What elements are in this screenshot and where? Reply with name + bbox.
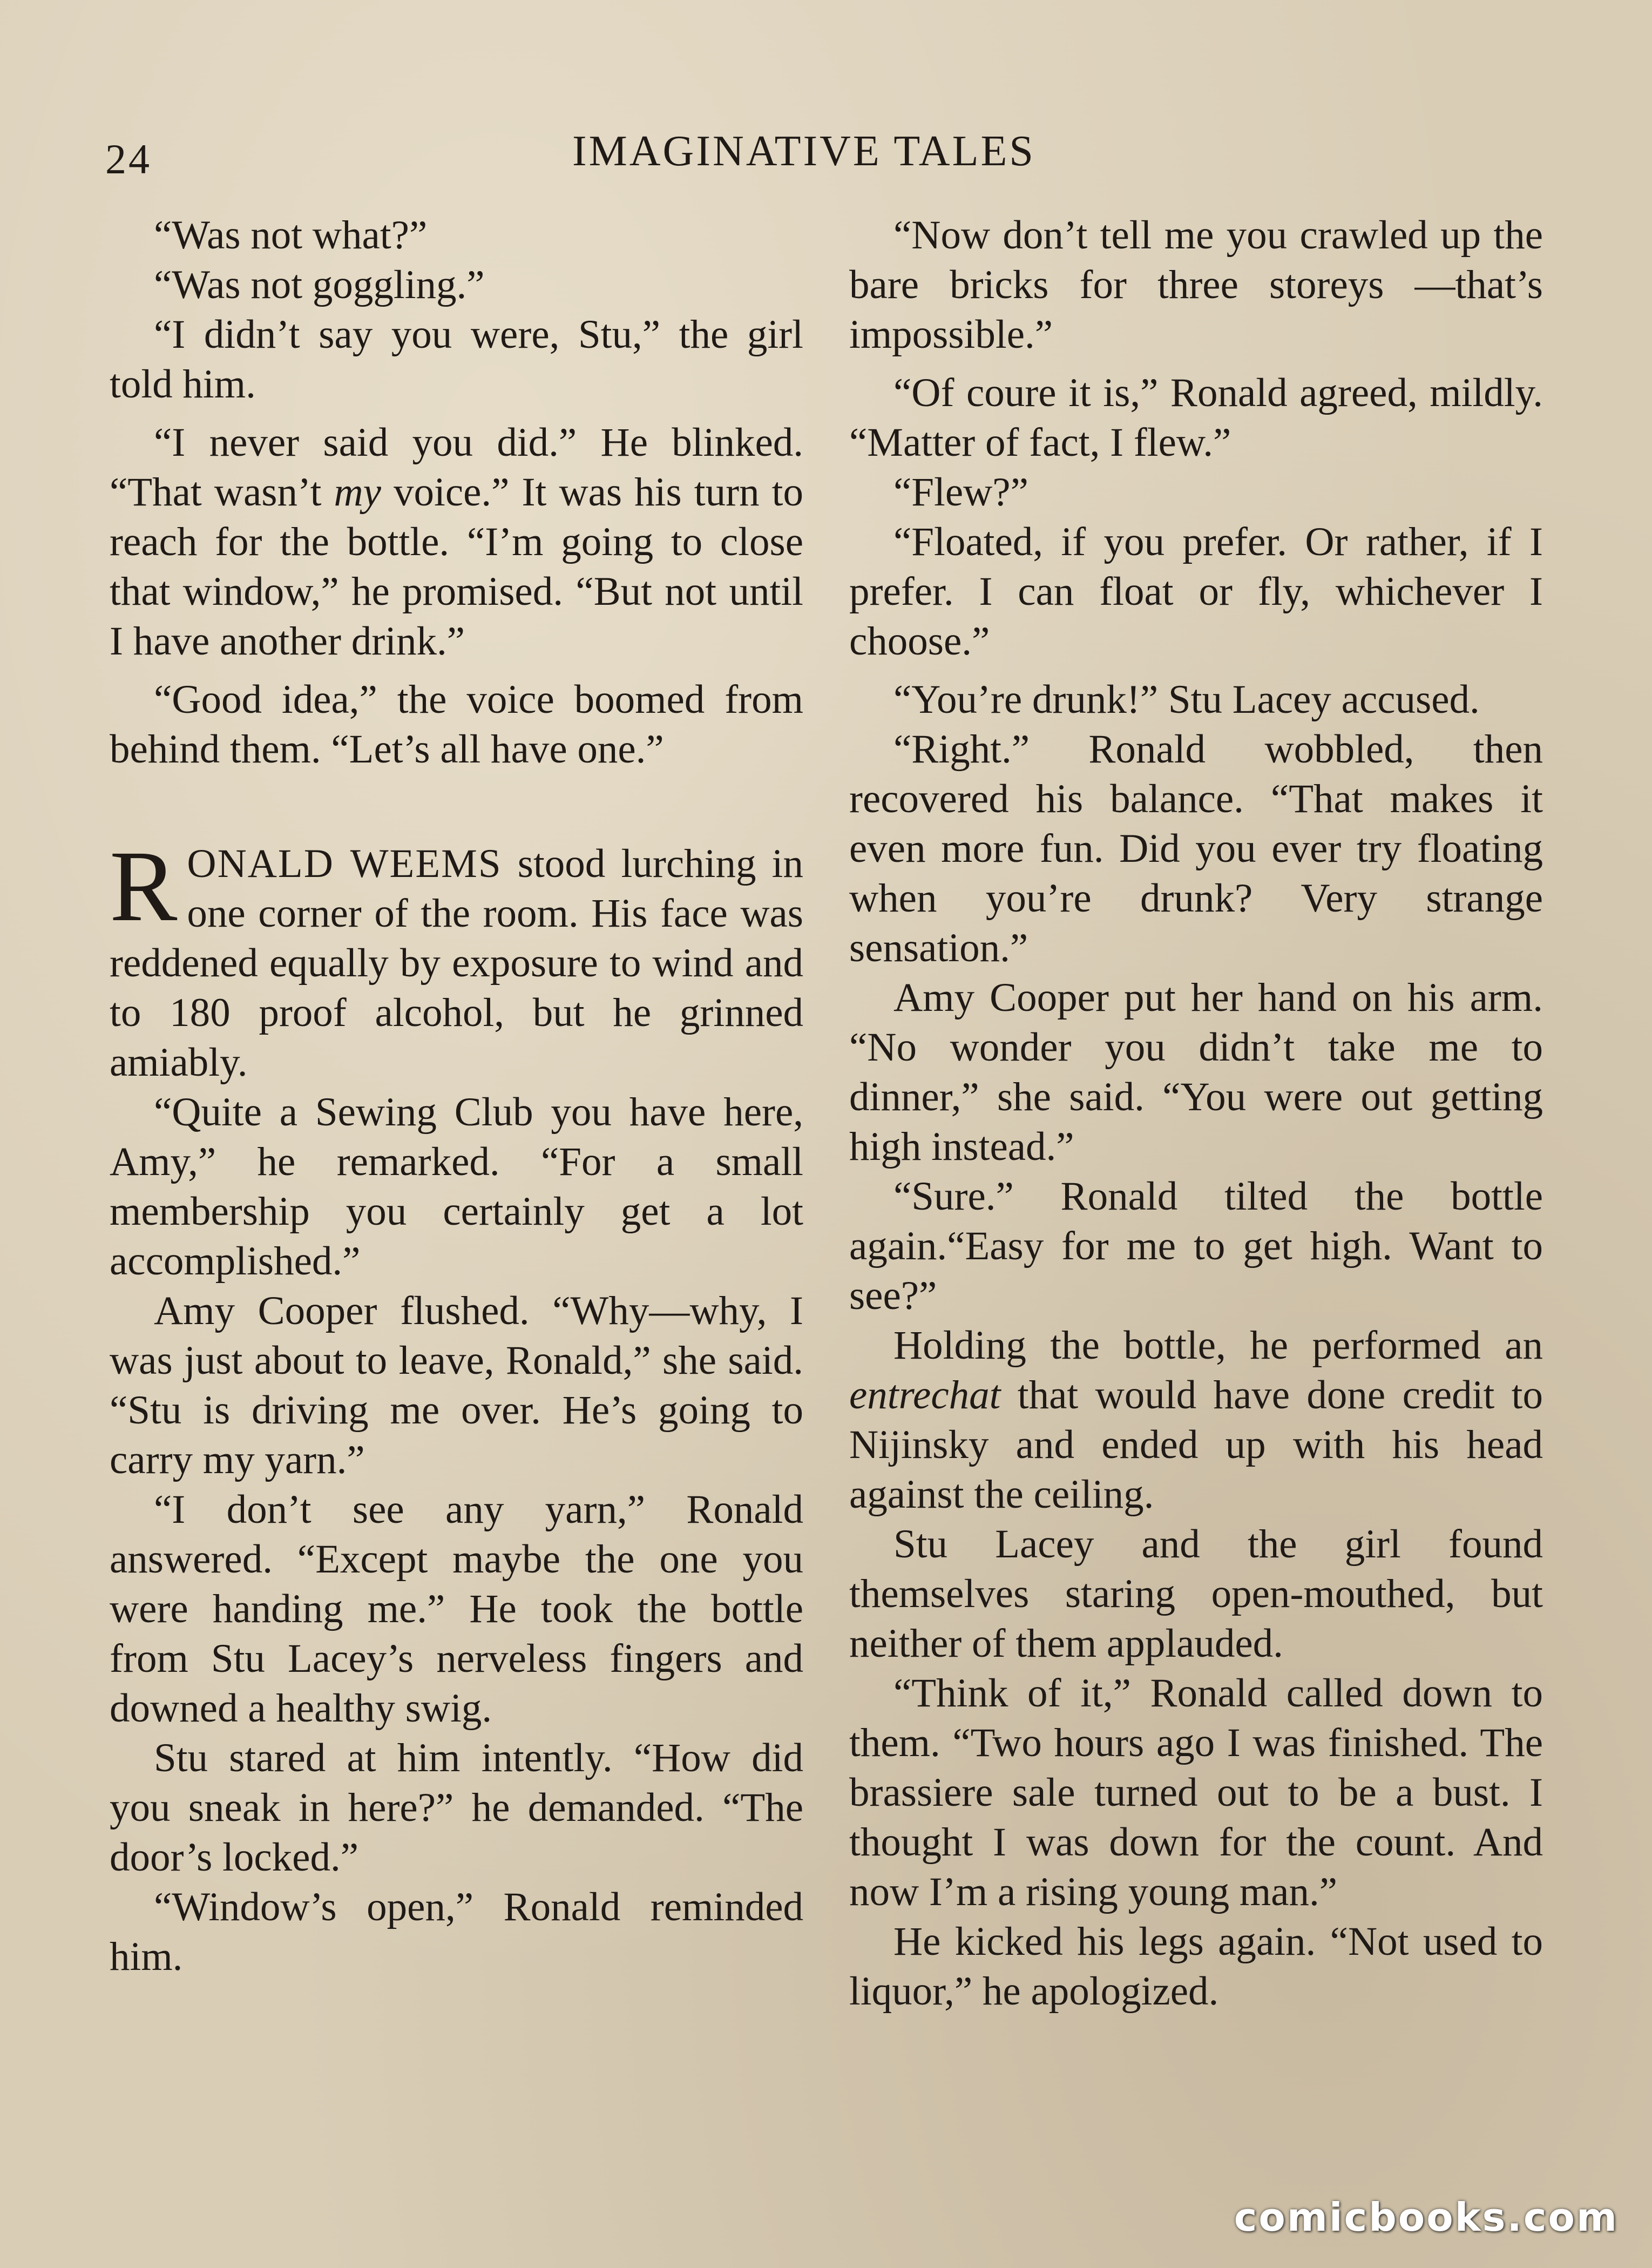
text-run: that would have done credit to Nijinsky and ended up with his head against the ceiling. <box>849 1373 1543 1517</box>
paragraph: Stu Lacey and the girl found themselves staring open-mouthed, but neither of them applauded. <box>849 1522 1543 1666</box>
paragraph: “Sure.” Ronald tilted the bottle again.“Easy for me to get high. Want to see?” <box>849 1174 1543 1318</box>
text-run: voice.” It was his turn to reach for the bottle. “I’m going to close that window,” he promised. “But not until I have another drink.” <box>110 470 803 664</box>
paragraph: “Was not what?” <box>154 213 428 258</box>
emphasis: my <box>334 470 381 515</box>
text-run: Holding the bottle, he performed an <box>893 1323 1543 1368</box>
paragraph: He kicked his legs again. “Not used to liquor,” he apologized. <box>849 1919 1543 2014</box>
page-header <box>0 119 1652 184</box>
emphasis: entrechat <box>849 1373 1001 1418</box>
paragraph: “Quite a Sewing Club you have here, Amy,” he remarked. “For a small membership you certainly get a lot accomplished.” <box>110 1090 803 1284</box>
paragraph: “Was not goggling.” <box>154 262 485 307</box>
paragraph: Amy Cooper put her hand on his arm. “No wonder you didn’t take me to dinner,” she said. “You were out getting high instead.” <box>849 975 1543 1169</box>
paragraph: “Flew?” <box>893 470 1028 515</box>
paragraph: “Window’s open,” Ronald reminded him. <box>110 1885 803 1979</box>
text-run: “I never said you did.” He blinked. “That wasn’t <box>110 420 803 515</box>
paragraph: “I don’t see any yarn,” Ronald answered. “Except maybe the one you were handing me.” He took the bottle from Stu Lacey’s nerveless fingers and downed a healthy swig. <box>110 1487 803 1731</box>
paragraph: “Now don’t tell me you crawled up the bare bricks for three storeys —that’s impossible.” <box>849 213 1543 357</box>
drop-cap: R <box>110 829 178 942</box>
text-run: stood lurching in one corner of the room. His face was reddened equally by exposure to wind and to 180 proof alcohol, but he grinned amiably. <box>110 841 803 1085</box>
paragraph: Stu stared at him intently. “How did you sneak in here?” he demanded. “The door’s locked.” <box>110 1736 803 1880</box>
paragraph <box>849 1321 1543 1520</box>
small-caps-opening: ONALD WEEMS <box>187 841 502 886</box>
left-column <box>110 211 803 1982</box>
paragraph: “You’re drunk!” Stu Lacey accused. <box>893 677 1480 722</box>
right-column <box>849 211 1543 2016</box>
page-number: 24 <box>105 136 152 183</box>
paragraph <box>110 418 803 666</box>
paragraph: “Good idea,” the voice boomed from behind them. “Let’s all have one.” <box>110 677 803 772</box>
paragraph: “I didn’t say you were, Stu,” the girl told him. <box>110 312 803 407</box>
running-title: IMAGINATIVE TALES <box>572 127 1035 175</box>
paragraph: “Think of it,” Ronald called down to them. “Two hours ago I was finished. The brassiere sale turned out to be a bust. I thought I was down for the count. And now I’m a rising young man.” <box>849 1671 1543 1914</box>
paragraph: Amy Cooper flushed. “Why—why, I was just about to leave, Ronald,” she said. “Stu is driving me over. He’s going to carry my yarn.” <box>110 1288 803 1482</box>
paragraph-dropcap <box>110 829 803 1088</box>
paragraph: “Right.” Ronald wobbled, then recovered his balance. “That makes it even more fun. Did you ever try floating when you’re drunk? Very strange sensation.” <box>849 727 1543 970</box>
paragraph: “Floated, if you prefer. Or rather, if I prefer. I can float or fly, whichever I choose.” <box>849 519 1543 664</box>
watermark: comicbooks.com <box>1234 2195 1619 2240</box>
paragraph: “Of coure it is,” Ronald agreed, mildly. “Matter of fact, I flew.” <box>849 370 1543 465</box>
section-break <box>110 774 803 839</box>
